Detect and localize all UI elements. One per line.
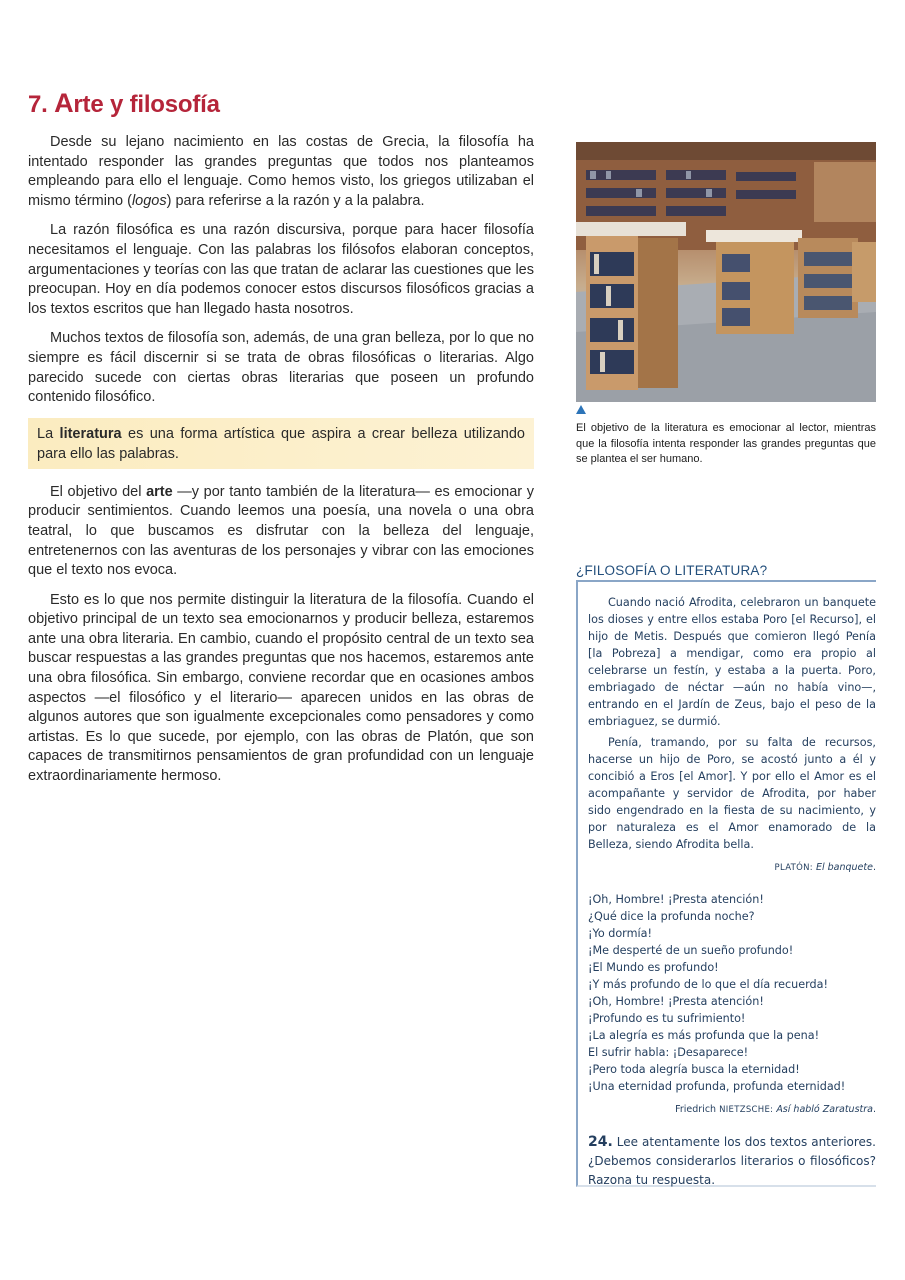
poem-line: El sufrir habla: ¡Desaparece! (588, 1046, 749, 1059)
poem-line: ¡Pero toda alegría busca la eternidad! (588, 1063, 800, 1076)
logos-term: logos (131, 192, 167, 209)
section-number: 7. (28, 91, 55, 118)
poem-line: ¡La alegría es más profunda que la pena! (588, 1029, 820, 1042)
paragraph-4: El objetivo del arte —y por tanto también de la literatura— es emocionar y producir sentimientos. Cuando leemos una poesía, una novela o una obra teatral, lo que buscamos es disfrutar con la belleza del lenguaje, entretenernos con las aventuras de los personajes y vibrar con las emociones que el texto nos evoca. (28, 483, 534, 579)
poem-line: ¡Una eternidad profunda, profunda eternidad! (588, 1080, 846, 1093)
photo-illustration (576, 142, 876, 402)
heading-initial: A (54, 88, 74, 118)
poem-line: ¡Yo dormía! (588, 927, 652, 940)
exercise-24 (588, 1133, 876, 1190)
sidebar-content (588, 594, 876, 1190)
poem-line: ¡Oh, Hombre! ¡Presta atención! (588, 995, 764, 1008)
exercise-text: Lee atentamente los dos textos anteriores. ¿Debemos considerarlos literarios o filosóficos? Razona tu respuesta. (588, 1135, 876, 1187)
poem-line: ¡El Mundo es profundo! (588, 961, 719, 974)
main-text-column (28, 133, 534, 797)
nietzsche-attribution: Friedrich NIETZSCHE: Así habló Zaratustra. (675, 1104, 876, 1115)
arte-term: arte (146, 483, 173, 500)
poem-line: ¡Oh, Hombre! ¡Presta atención! (588, 893, 764, 906)
paragraph-5: Esto es lo que nos permite distinguir la literatura de la filosofía. Cuando el objetivo principal de un texto sea emocionarnos y producir belleza, estaremos ante una obra literaria. En cambio, cuando el propósito central de un texto sea buscar respuestas a las grandes preguntas que nos hacemos, estaremos ante una obra filosófica. Sin embargo, conviene recordar que en ocasiones ambos aspectos —el filosófico y el literario— aparecen unidos en las obras de algunos autores que son igualmente excepcionales como pensadores y como artistas. Es lo que sucede, por ejemplo, con las obras de Platón, que son capaces de transmitirnos pensamientos de gran profundidad con un lenguaje extraordinariamente hermoso. (28, 591, 534, 785)
plato-paragraph-1: Cuando nació Afrodita, celebraron un banquete los dioses y entre ellos estaba Poro [el Recurso], el hijo de Metis. Después que comieron llegó Penía [la Pobreza] a mendigar, como era propio al celebrarse un festín, y estaba a la puerta. Poro, embriagado de néctar —aún no había vino—, entrando en el Jardín de Zeus, bajo el peso de la embriaguez, se durmió. (588, 596, 876, 728)
heading-text: rte y filosofía (73, 91, 220, 118)
sidebar-title: ¿FILOSOFÍA O LITERATURA? (576, 563, 768, 578)
poem-line: ¡Me desperté de un sueño profundo! (588, 944, 794, 957)
poem-line: ¡Profundo es tu sufrimiento! (588, 1012, 746, 1025)
library-bookshelves-photo (576, 142, 876, 402)
plato-paragraph-2: Penía, tramando, por su falta de recursos, hacerse un hijo de Poro, se acostó junto a él y concibió a Eros [el Amor]. Y por ello el Amor es el acompañante y servidor de Afrodita, por haber sido engendrado en la fiesta de su nacimiento, y por naturaleza es el Amor enamorado de la Belleza, siendo Afrodita bella. (588, 736, 876, 851)
poem-line: ¿Qué dice la profunda noche? (588, 910, 755, 923)
poem-line: ¡Y más profundo de lo que el día recuerda! (588, 978, 828, 991)
section-heading (28, 88, 220, 119)
caption-marker-icon (576, 405, 586, 414)
definition-term: literatura (59, 425, 122, 442)
definition-box: La literatura es una forma artística que aspira a crear belleza utilizando para ello las palabras. (28, 418, 534, 469)
exercise-number: 24. (588, 1134, 613, 1150)
paragraph-3: Muchos textos de filosofía son, además, de una gran belleza, por lo que no siempre es fácil discernir si se trata de obras filosóficas o literarias. Algo parecido sucede con ciertas obras literarias que poseen un profundo contenido filosófico. (28, 330, 534, 406)
photo-caption: El objetivo de la literatura es emocionar al lector, mientras que la filosofía intenta responder las grandes preguntas que se plantea el ser humano. (576, 422, 876, 465)
sidebar-box (576, 580, 876, 1187)
paragraph-2: La razón filosófica es una razón discursiva, porque para hacer filosofía necesitamos el lenguaje. Con las palabras los filósofos elaboran conceptos, argumentaciones y teorías con las que tratan de aclarar las cuestiones que les preocupan. Hoy en día podemos conocer estos discursos filosóficos gracias a los textos escritos que han llegado hasta nosotros. (28, 222, 534, 317)
plato-attribution: PLATÓN: El banquete. (774, 862, 876, 873)
nietzsche-poem (588, 891, 876, 1095)
paragraph-1: Desde su lejano nacimiento en las costas de Grecia, la filosofía ha intentado responder las grandes preguntas que todos nos planteamos empleando para ello el lenguaje. Como hemos visto, los griegos utilizaban el mismo término (logos) para referirse a la razón y a la palabra. (28, 134, 534, 209)
